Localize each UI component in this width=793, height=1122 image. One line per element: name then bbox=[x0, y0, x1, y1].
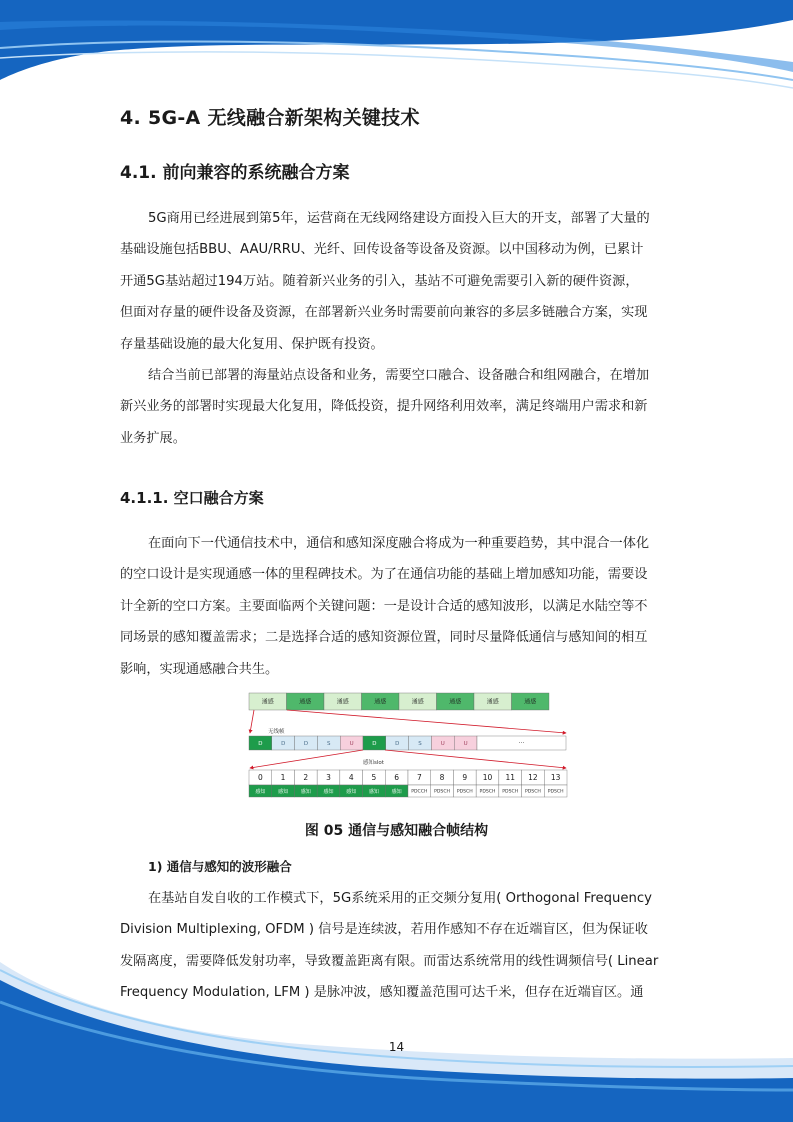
figure-cell-label: 通感 bbox=[374, 698, 387, 706]
figure-cell-label: U bbox=[440, 740, 445, 747]
figure-cell-label: PDCCH bbox=[411, 789, 428, 795]
figure-cell-label: 通感 bbox=[299, 698, 312, 706]
figure-cell-label: PDSCH bbox=[547, 789, 564, 795]
figure-cell-label: 感知 bbox=[323, 788, 334, 795]
figure-cell-label: 感知 bbox=[368, 788, 379, 795]
section-heading-4-1-1: 4.1.1. 空口融合方案 bbox=[120, 489, 264, 507]
text-line: 计全新的空口方案。主要面临两个关键问题：一是设计合适的感知波形，以满足水陆空等不 bbox=[120, 598, 648, 614]
figure-cell-label: 6 bbox=[394, 773, 400, 783]
figure-cell-label: 11 bbox=[505, 773, 515, 783]
figure-caption: 图 05 通信与感知融合帧结构 bbox=[304, 823, 489, 839]
header-wave-decoration bbox=[0, 0, 793, 95]
zoom-arrows-2 bbox=[250, 750, 566, 768]
text-line: 新兴业务的部署时实现最大化复用，降低投资，提升网络利用效率，满足终端用户需求和新 bbox=[120, 399, 648, 415]
figure-cell-label: S bbox=[418, 740, 422, 747]
sensing-slot-label: 感知slot bbox=[363, 760, 384, 766]
figure-cell-label: 通感 bbox=[411, 698, 424, 706]
figure-cell-label: 4 bbox=[348, 773, 354, 783]
figure-cell-label: 7 bbox=[416, 773, 422, 783]
figure-cell-label: 通感 bbox=[261, 698, 274, 706]
text-line: 的空口设计是实现通感一体的里程碑技术。为了在通信功能的基础上增加感知功能，需要设 bbox=[120, 567, 648, 583]
paragraph-fusion-needs bbox=[120, 360, 673, 454]
text-line: 存量基础设施的最大化复用、保护既有投资。 bbox=[120, 336, 384, 352]
text-line: 开通5G基站超过194万站。随着新兴业务的引入，基站不可避免需要引入新的硬件资源， bbox=[120, 273, 639, 289]
figure-cell-label: 5 bbox=[371, 773, 377, 783]
figure-cell-label: 12 bbox=[528, 773, 538, 783]
figure-cell-label: 感知 bbox=[346, 788, 357, 795]
text-line: 同场景的感知覆盖需求；二是选择合适的感知资源位置，同时尽量降低通信与感知间的相互 bbox=[120, 630, 648, 646]
figure-cell-label: 感知 bbox=[300, 788, 311, 795]
figure-cell-label: D bbox=[395, 740, 400, 747]
figure-cell-label: PDSCH bbox=[524, 789, 541, 795]
page-number: 14 bbox=[388, 1040, 405, 1054]
figure-cell-label: 9 bbox=[462, 773, 468, 783]
paragraph-air-interface bbox=[120, 528, 673, 685]
text-line: 但面对存量的硬件设备及资源，在部署新兴业务时需要前向兼容的多层多链融合方案，实现 bbox=[120, 305, 648, 321]
text-line: 基础设施包括BBU、AAU/RRU、光纤、回传设备等设备及资源。以中国移动为例，已累计 bbox=[120, 242, 644, 258]
text-line: Division Multiplexing, OFDM ) 信号是连续波，若用作感知不存在近端盲区，但为保证收 bbox=[120, 922, 648, 938]
subsection-heading-waveform: 1) 通信与感知的波形融合 bbox=[148, 859, 292, 874]
figure-cell-label: D bbox=[303, 740, 309, 747]
comm-sensing-row bbox=[249, 693, 549, 710]
figure-cell-label: 通感 bbox=[336, 698, 349, 706]
figure-cell-label: D bbox=[372, 740, 377, 747]
section-heading-4-1: 4.1. 前向兼容的系统融合方案 bbox=[120, 163, 350, 183]
text-line: 影响，实现通感融合共生。 bbox=[120, 661, 279, 677]
figure-cell-label: 8 bbox=[439, 773, 445, 783]
symbol-role-row bbox=[249, 785, 567, 797]
radio-frame-row bbox=[249, 736, 566, 750]
figure-cell-label: U bbox=[349, 740, 354, 747]
zoom-arrows-1 bbox=[250, 710, 566, 733]
figure-cell-label: 3 bbox=[326, 773, 331, 783]
text-line: 结合当前已部署的海量站点设备和业务，需要空口融合、设备融合和组网融合，在增加 bbox=[148, 368, 650, 383]
figure-cell-label: 13 bbox=[550, 773, 561, 783]
figure-cell-label: 感知 bbox=[391, 788, 402, 795]
figure-cell-label: D bbox=[281, 740, 286, 747]
text-line: 在面向下一代通信技术中，通信和感知深度融合将成为一种重要趋势，其中混合一体化 bbox=[148, 536, 650, 551]
text-line: 业务扩展。 bbox=[120, 430, 186, 446]
figure-cell-label: ··· bbox=[518, 740, 525, 748]
paragraph-waveform bbox=[120, 883, 673, 1009]
figure-cell-label: U bbox=[463, 740, 468, 747]
figure-cell-label: PDSCH bbox=[502, 789, 519, 795]
figure-cell-label: D bbox=[258, 740, 263, 747]
figure-cell-label: PDSCH bbox=[434, 789, 451, 795]
figure-cell-label: 感知 bbox=[255, 788, 266, 795]
figure-cell-label: 2 bbox=[303, 773, 309, 783]
text-line: 在基站自发自收的工作模式下，5G系统采用的正交频分复用( Orthogonal Frequency bbox=[148, 891, 652, 906]
frame-structure-figure bbox=[248, 690, 568, 802]
section-heading-4: 4. 5G-A 无线融合新架构关键技术 bbox=[120, 107, 420, 129]
paragraph-5g-deployment bbox=[120, 203, 673, 360]
figure-cell-label: 0 bbox=[257, 773, 263, 783]
text-line: 5G商用已经进展到第5年，运营商在无线网络建设方面投入巨大的开支，部署了大量的 bbox=[148, 211, 650, 226]
figure-cell-label: 通感 bbox=[486, 698, 499, 706]
text-line: 发隔离度，需要降低发射功率，导致覆盖距离有限。而雷达系统常用的线性调频信号( Linear bbox=[120, 953, 659, 969]
symbol-index-row bbox=[249, 770, 567, 785]
figure-cell-label: 10 bbox=[482, 773, 493, 783]
figure-cell-label: 通感 bbox=[449, 698, 462, 706]
figure-cell-label: S bbox=[327, 740, 331, 747]
figure-cell-label: 1 bbox=[280, 773, 286, 783]
figure-cell-label: PDSCH bbox=[456, 789, 473, 795]
figure-cell-label: 通感 bbox=[524, 698, 537, 706]
figure-cell-label: 感知 bbox=[278, 788, 289, 795]
radio-frame-label: 无线帧 bbox=[268, 729, 285, 735]
text-line: Frequency Modulation, LFM ) 是脉冲波，感知覆盖范围可达千米，但存在近端盲区。通 bbox=[120, 985, 644, 1001]
figure-cell-label: PDSCH bbox=[479, 789, 496, 795]
